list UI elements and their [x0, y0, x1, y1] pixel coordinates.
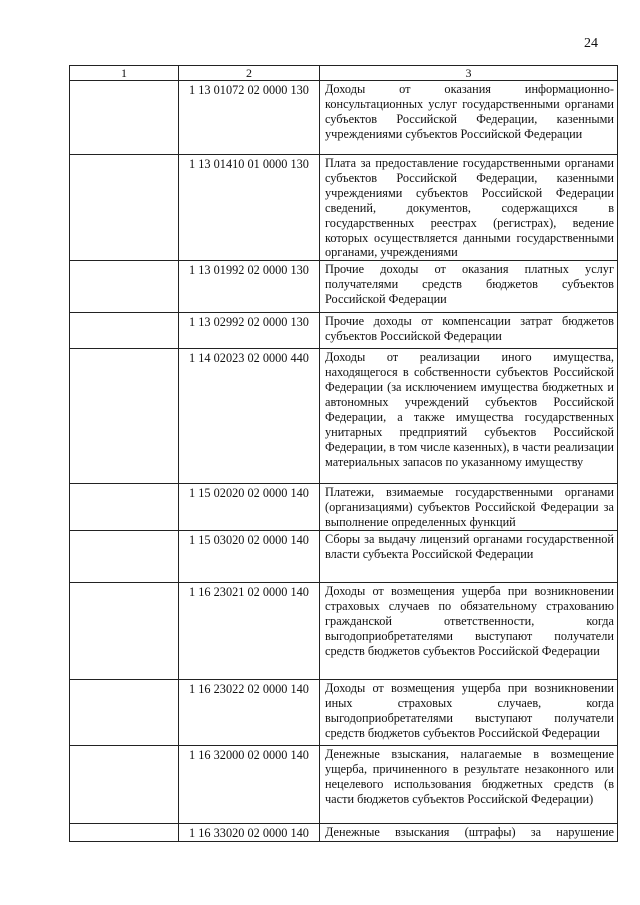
- table-row: [70, 349, 618, 484]
- description-cell: [320, 680, 618, 746]
- budget-code-cell: 1 15 02020 02 0000 140: [179, 484, 320, 531]
- budget-code-cell: 1 16 32000 02 0000 140: [179, 746, 320, 824]
- budget-code-cell: 1 16 23021 02 0000 140: [179, 583, 320, 680]
- empty-cell: [70, 824, 179, 842]
- empty-cell: [70, 531, 179, 583]
- table-row: [70, 583, 618, 680]
- revenue-code-table: [69, 65, 618, 842]
- table-row: [70, 313, 618, 349]
- description-text: Прочие доходы от оказания платных услуг получателями средств бюджетов субъектов Российской Федерации: [325, 262, 614, 307]
- description-text: Прочие доходы от компенсации затрат бюджетов субъектов Российской Федерации: [325, 314, 614, 344]
- column-header-2: 2: [179, 66, 320, 81]
- description-text: Сборы за выдачу лицензий органами государственной власти субъекта Российской Федерации: [325, 532, 614, 561]
- budget-code-cell: 1 16 33020 02 0000 140: [179, 824, 320, 842]
- empty-cell: [70, 680, 179, 746]
- budget-code-cell: 1 15 03020 02 0000 140: [179, 531, 320, 583]
- description-cell: [320, 583, 618, 680]
- empty-cell: [70, 155, 179, 261]
- description-text: Доходы от оказания информационно-консультационных услуг государственными органами субъектов Российской Федерации, казенными учреждениями субъектов Российской Федерации: [325, 82, 614, 141]
- description-text: Доходы от реализации иного имущества, находящегося в собственности субъектов Российской Федерации (за исключением имущества бюджетных и автономных учреждений субъектов Российской Федерации, а также имущества государственных унитарных предприятий субъектов Российской Федерации, в том числе казенных), в части реализации материальных запасов по указанному имуществу: [325, 350, 614, 469]
- table-row: [70, 746, 618, 824]
- budget-code-cell: 1 14 02023 02 0000 440: [179, 349, 320, 484]
- description-cell: [320, 349, 618, 484]
- description-text: Платежи, взимаемые государственными органами (организациями) субъектов Российской Федерации за выполнение определенных функций: [325, 485, 614, 530]
- page-number: 24: [584, 36, 598, 51]
- description-text: Плата за предоставление государственными органами субъектов Российской Федерации, казенными учреждениями субъектов Российской Федерации сведений, документов, содержащихся в государственных реестрах (регистрах), ведение которых осуществляется данными государственными органами, учреждениями: [325, 156, 614, 260]
- empty-cell: [70, 81, 179, 155]
- description-cell: [320, 531, 618, 583]
- table-row: [70, 261, 618, 313]
- empty-cell: [70, 484, 179, 531]
- empty-cell: [70, 583, 179, 680]
- table-row: [70, 81, 618, 155]
- description-text: Доходы от возмещения ущерба при возникновении страховых случаев по обязательному страхованию гражданской ответственности, когда выгодоприобретателями выступают получатели средств бюджетов субъектов Российской Федерации: [325, 584, 614, 658]
- empty-cell: [70, 746, 179, 824]
- description-text: Денежные взыскания (штрафы) за нарушение: [325, 825, 614, 840]
- description-cell: [320, 313, 618, 349]
- budget-code-cell: 1 13 01072 02 0000 130: [179, 81, 320, 155]
- column-header-3: 3: [320, 66, 618, 81]
- table-row: [70, 680, 618, 746]
- description-text: Денежные взыскания, налагаемые в возмещение ущерба, причиненного в результате незаконного или нецелевого использования бюджетных средств (в части бюджетов субъектов Российской Федерации): [325, 747, 614, 806]
- budget-code-cell: 1 13 01410 01 0000 130: [179, 155, 320, 261]
- empty-cell: [70, 313, 179, 349]
- description-cell: [320, 746, 618, 824]
- table-row: [70, 484, 618, 531]
- empty-cell: [70, 261, 179, 313]
- description-cell: [320, 261, 618, 313]
- table-row: [70, 531, 618, 583]
- budget-code-cell: 1 13 01992 02 0000 130: [179, 261, 320, 313]
- description-cell: [320, 81, 618, 155]
- description-cell: [320, 824, 618, 842]
- description-cell: [320, 484, 618, 531]
- column-header-1: 1: [70, 66, 179, 81]
- description-cell: [320, 155, 618, 261]
- table-header-row: [70, 66, 618, 81]
- table-row: [70, 155, 618, 261]
- budget-code-cell: 1 16 23022 02 0000 140: [179, 680, 320, 746]
- empty-cell: [70, 349, 179, 484]
- description-text: Доходы от возмещения ущерба при возникновении иных страховых случаев, когда выгодоприобретателями выступают получатели средств бюджетов субъектов Российской Федерации: [325, 681, 614, 740]
- table-row: [70, 824, 618, 842]
- budget-code-cell: 1 13 02992 02 0000 130: [179, 313, 320, 349]
